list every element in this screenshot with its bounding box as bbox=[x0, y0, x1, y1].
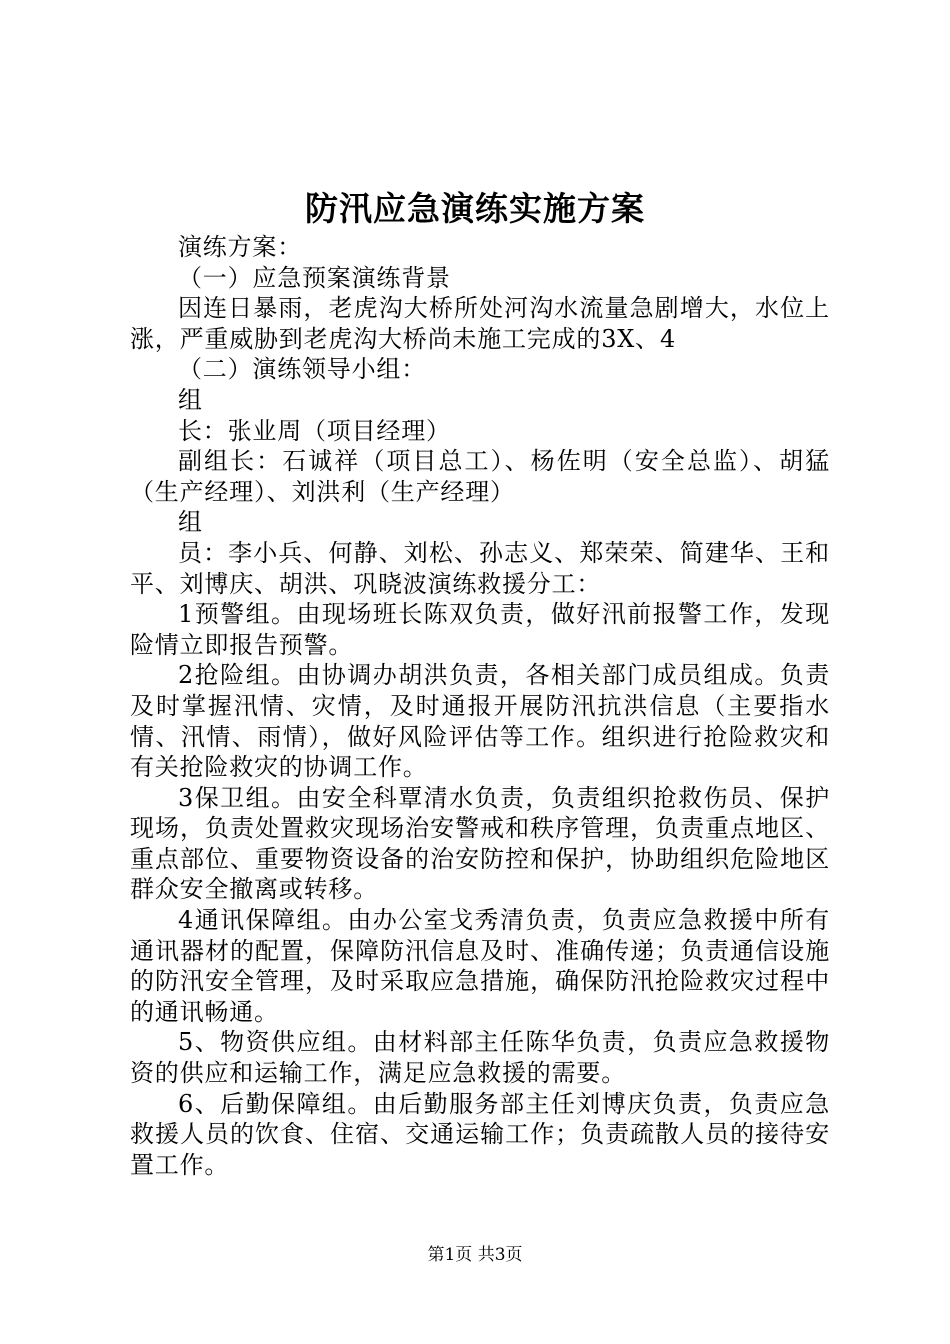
paragraph: 组 bbox=[178, 508, 203, 537]
paragraph: 因连日暴雨，老虎沟大桥所处河沟水流量急剧增大，水位上涨，严重威胁到老虎沟大桥尚未施工完成的3X、4 bbox=[130, 294, 830, 353]
paragraph: 4通讯保障组。由办公室戈秀清负责，负责应急救援中所有通讯器材的配置，保障防汛信息及时、准确传递；负责通信设施的防汛安全管理，及时采取应急措施，确保防汛抢险救灾过程中的通讯畅通。 bbox=[130, 906, 830, 1026]
paragraph: 组 bbox=[178, 385, 203, 414]
paragraph: 1预警组。由现场班长陈双负责，做好汛前报警工作，发现险情立即报告预警。 bbox=[130, 600, 830, 659]
document-title: 防汛应急演练实施方案 bbox=[305, 189, 645, 228]
paragraph: 6、后勤保障组。由后勤服务部主任刘博庆负责，负责应急救援人员的饮食、住宿、交通运输工作；负责疏散人员的接待安置工作。 bbox=[130, 1089, 830, 1179]
paragraph: 5、物资供应组。由材料部主任陈华负责，负责应急救援物资的供应和运输工作，满足应急救援的需要。 bbox=[130, 1028, 830, 1088]
page-number-footer: 第1页 共3页 bbox=[427, 1245, 523, 1265]
paragraph: 演练方案： bbox=[178, 233, 302, 261]
paragraph: 副组长：石诚祥（项目总工）、杨佐明（安全总监）、胡猛（生产经理）、刘洪利（生产经理） bbox=[130, 447, 830, 506]
paragraph: （二）演练领导小组： bbox=[178, 355, 426, 384]
document-body bbox=[130, 232, 830, 1180]
paragraph: 员：李小兵、何静、刘松、孙志义、郑荣荣、简建华、王和平、刘博庆、胡洪、巩晓波演练救援分工： bbox=[130, 538, 830, 598]
paragraph: 2抢险组。由协调办胡洪负责，各相关部门成员组成。负责及时掌握汛情、灾情，及时通报开展防汛抗洪信息（主要指水情、汛情、雨情），做好风险评估等工作。组织进行抢险救灾和有关抢险救灾的协调工作。 bbox=[130, 661, 830, 782]
paragraph: 3保卫组。由安全科覃清水负责，负责组织抢救伤员、保护现场，负责处置救灾现场治安警戒和秩序管理，负责重点地区、重点部位、重要物资设备的治安防控和保护，协助组织危险地区群众安全撤离或转移。 bbox=[130, 783, 830, 904]
paragraph: （一）应急预案演练背景 bbox=[178, 263, 451, 292]
paragraph: 长：张业周（项目经理） bbox=[178, 416, 451, 445]
